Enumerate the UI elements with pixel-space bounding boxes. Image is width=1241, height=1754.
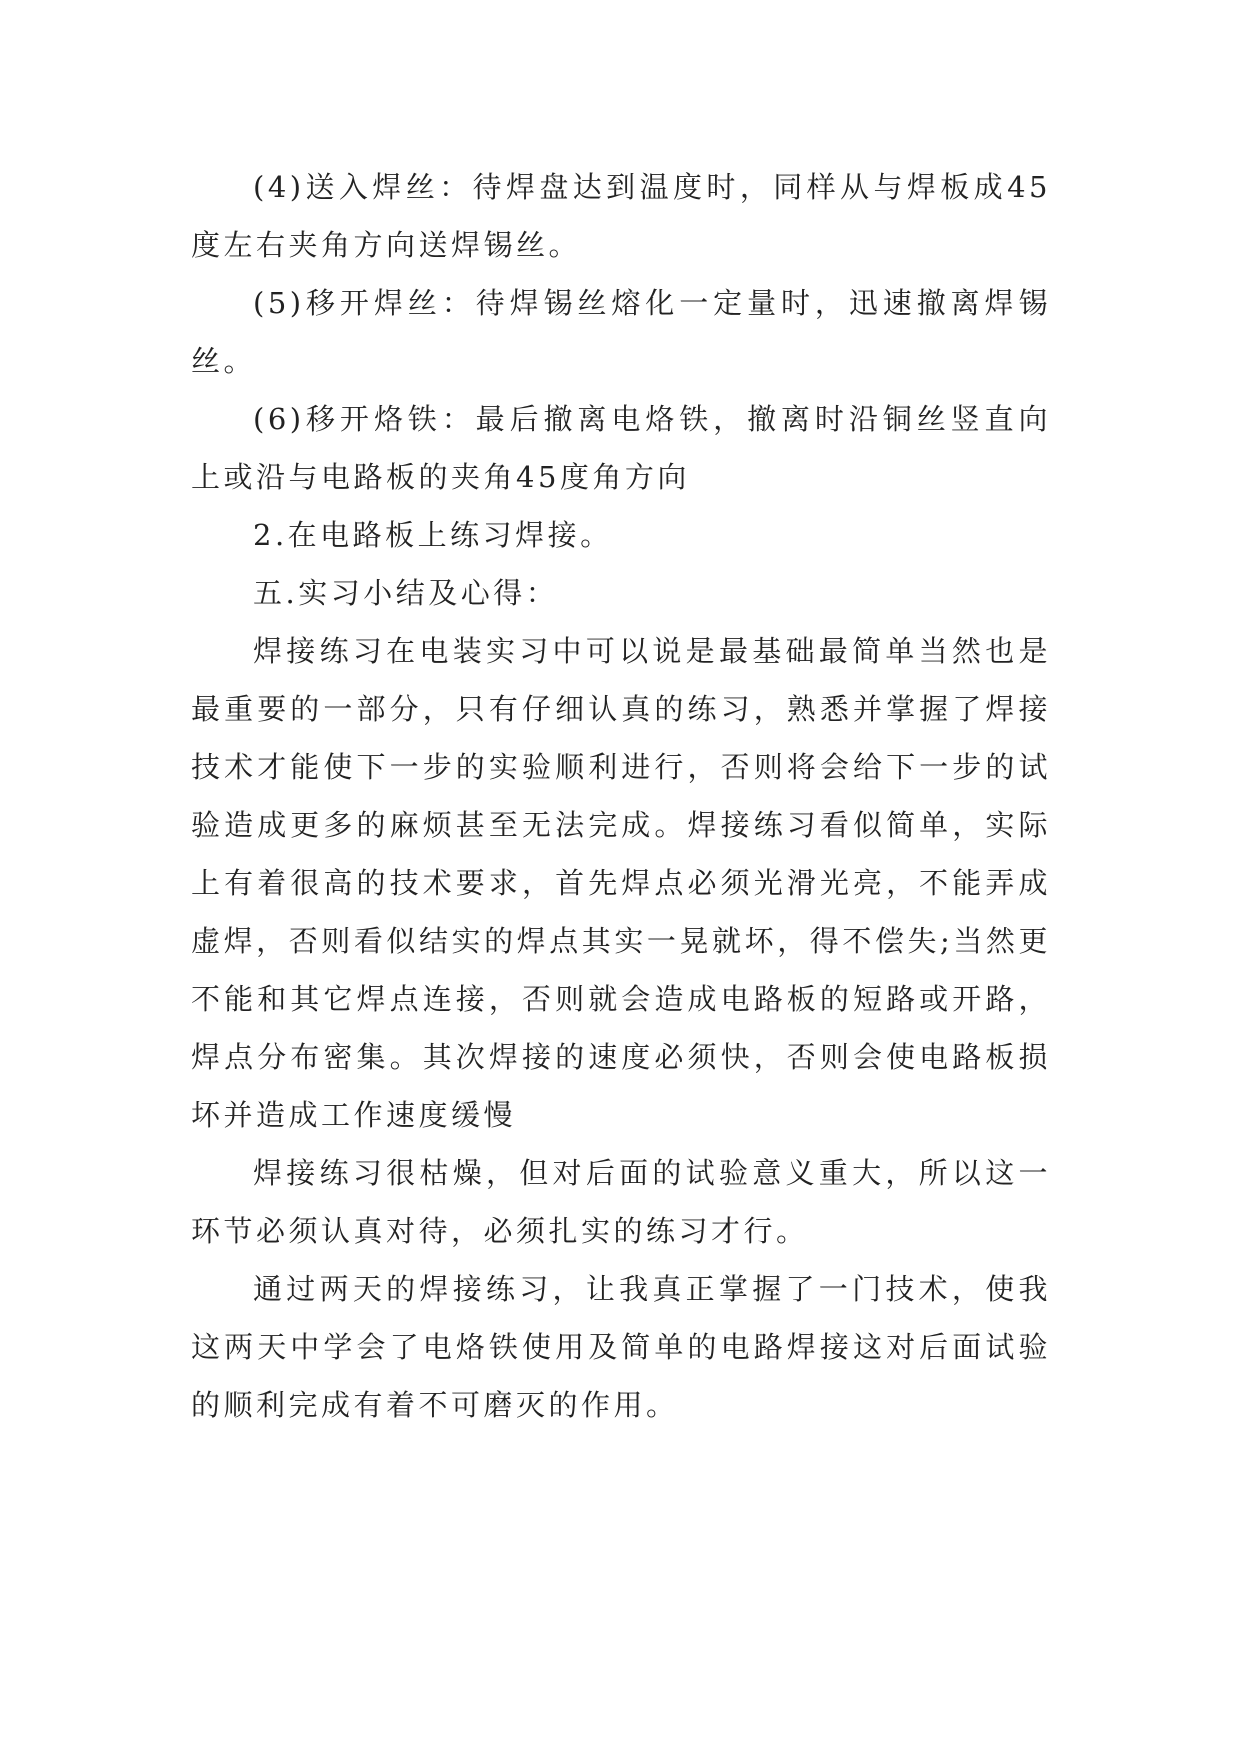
paragraph-summary-1: 焊接练习在电装实习中可以说是最基础最简单当然也是最重要的一部分，只有仔细认真的练习，熟悉并掌握了焊接技术才能使下一步的实验顺利进行，否则将会给下一步的试验造成更多的麻烦甚至无法完成。焊接练习看似简单，实际上有着很高的技术要求，首先焊点必须光滑光亮，不能弄成虚焊，否则看似结实的焊点其实一晃就坏，得不偿失;当然更不能和其它焊点连接，否则就会造成电路板的短路或开路，焊点分布密集。其次焊接的速度必须快，否则会使电路板损坏并造成工作速度缓慢 [191, 634, 1051, 1132]
paragraph-step-6: (6)移开烙铁：最后撤离电烙铁，撤离时沿铜丝竖直向上或沿与电路板的夹角45度角方向 [191, 402, 1051, 494]
paragraph-step-5: (5)移开焊丝：待焊锡丝熔化一定量时，迅速撤离焊锡丝。 [191, 286, 1051, 378]
paragraph-item-2: 2.在电路板上练习焊接。 [253, 518, 613, 552]
section-heading-summary: 五.实习小结及心得： [253, 576, 559, 610]
paragraph-step-4: (4)送入焊丝：待焊盘达到温度时，同样从与焊板成45度左右夹角方向送焊锡丝。 [191, 170, 1051, 262]
paragraph-summary-3: 通过两天的焊接练习，让我真正掌握了一门技术，使我这两天中学会了电烙铁使用及简单的电路焊接这对后面试验的顺利完成有着不可磨灭的作用。 [191, 1272, 1051, 1422]
document-body [191, 158, 1051, 1434]
paragraph-summary-2: 焊接练习很枯燥，但对后面的试验意义重大，所以这一环节必须认真对待，必须扎实的练习才行。 [191, 1156, 1051, 1248]
